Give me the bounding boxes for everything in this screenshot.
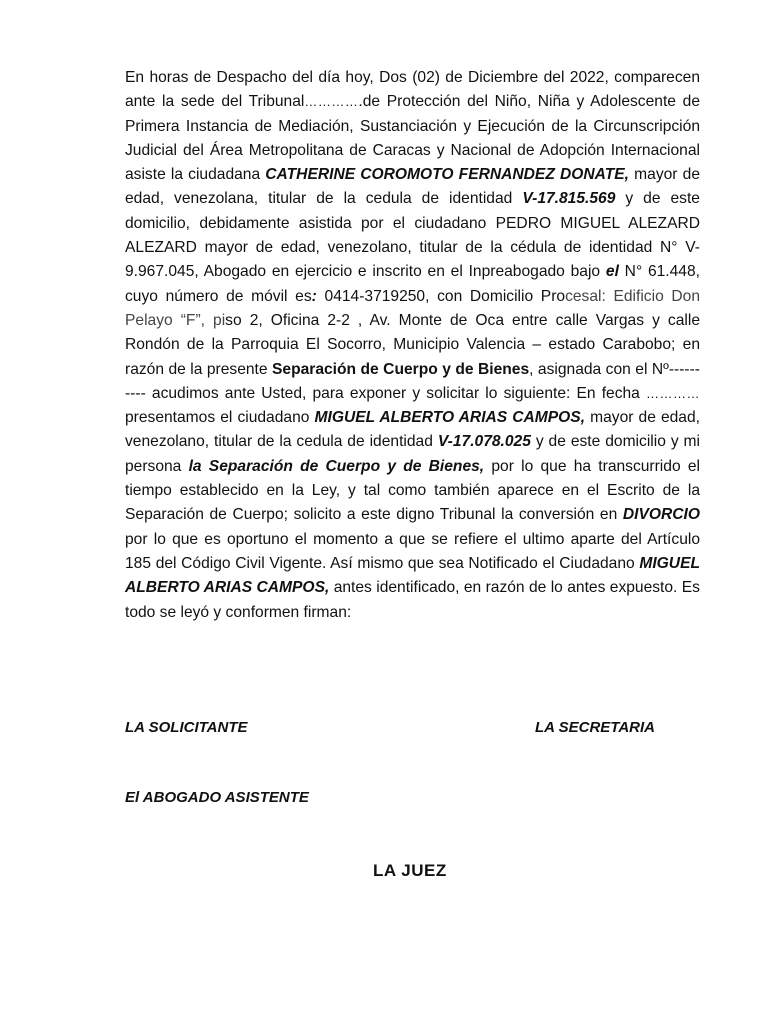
- text-segment: presentamos el ciudadano: [125, 409, 315, 427]
- blank-dots: …………: [304, 94, 359, 110]
- text-segment: antes identificado, en razón de lo antes expuesto. Es todo se leyó y conformen firman:: [125, 579, 700, 621]
- separacion-italic: la Separación de Cuerpo y de Bienes,: [188, 457, 485, 475]
- text-segment: por lo que ha transcurrido el tiempo establecido en la Ley, y tal como también aparece en el Escrito de la Separación de Cuerpo; solicito a este digno Tribunal la conversión en: [125, 457, 700, 524]
- text-segment: 0414-3719250, con Domicilio Pro: [316, 287, 566, 305]
- citado-name: MIGUEL ALBERTO ARIAS CAMPOS,: [314, 409, 586, 427]
- text-segment: mayor de edad, venezolana, titular de la cedula de identidad: [125, 166, 700, 208]
- text-segment: y de este domicilio y mi persona: [125, 433, 700, 475]
- text-segment: por lo que es oportuno el momento a que se refiere el ultimo aparte del Artículo 185 del Código Civil Vigente. Así mismo que sea Notificado el Ciudadano: [125, 530, 700, 572]
- signature-secretaria: LA SECRETARIA: [535, 719, 655, 736]
- document-body: [125, 66, 700, 625]
- text-segment: N° 61.448, cuyo número de móvil es: [125, 263, 700, 305]
- text-segment: .de Protección del Niño, Niña y Adolescente de Primera Instancia de Mediación, Sustanciación y Ejecución de la Circunscripción Judicial del Área Metropolitana de Caracas y Nacional de Adopción Internacional asiste la ciudadana: [125, 93, 700, 184]
- blank-dots: …………: [646, 385, 700, 401]
- divorcio-term: DIVORCIO: [622, 506, 700, 524]
- text-segment: En horas de Despacho del día hoy, Dos (02) de Diciembre del 2022, comparecen ante la sede del Tribunal: [125, 69, 700, 111]
- text-segment: so 2, Oficina 2-2 , Av. Monte de Oca entre calle Vargas y calle Rondón de la Parroquia El Socorro, Municipio Valencia – estado Carabobo; en razón de la presente: [125, 311, 700, 378]
- citado-id: V-17.078.025: [437, 433, 531, 451]
- separacion-bold: Separación de Cuerpo y de Bienes: [272, 360, 530, 378]
- signature-abogado: El ABOGADO ASISTENTE: [125, 789, 309, 806]
- text-segment: y de este domicilio, debidamente asistida por el ciudadano PEDRO MIGUEL ALEZARD ALEZARD mayor de edad, venezolano, titular de la cédula de identidad N° V-9.967.045, Abogado en ejercicio e inscrito en el Inpreabogado bajo: [125, 190, 700, 281]
- signature-juez: LA JUEZ: [373, 861, 447, 880]
- text-emphasis: :: [311, 287, 317, 305]
- citado-name-repeat: MIGUEL ALBERTO ARIAS CAMPOS,: [125, 554, 700, 597]
- solicitante-id: V-17.815.569: [522, 190, 616, 208]
- text-segment-light: cesal: Edificio Don Pelayo “F”, pi: [125, 287, 701, 329]
- text-segment: mayor de edad, venezolano, titular de la cedula de identidad: [125, 409, 700, 451]
- signature-solicitante: LA SOLICITANTE: [125, 719, 248, 736]
- solicitante-name: CATHERINE COROMOTO FERNANDEZ DONATE,: [265, 166, 630, 184]
- text-segment: , asignada con el Nº---------- acudimos ante Usted, para exponer y solicitar lo siguiente: En fecha: [125, 360, 700, 402]
- text-emphasis: el: [605, 263, 619, 281]
